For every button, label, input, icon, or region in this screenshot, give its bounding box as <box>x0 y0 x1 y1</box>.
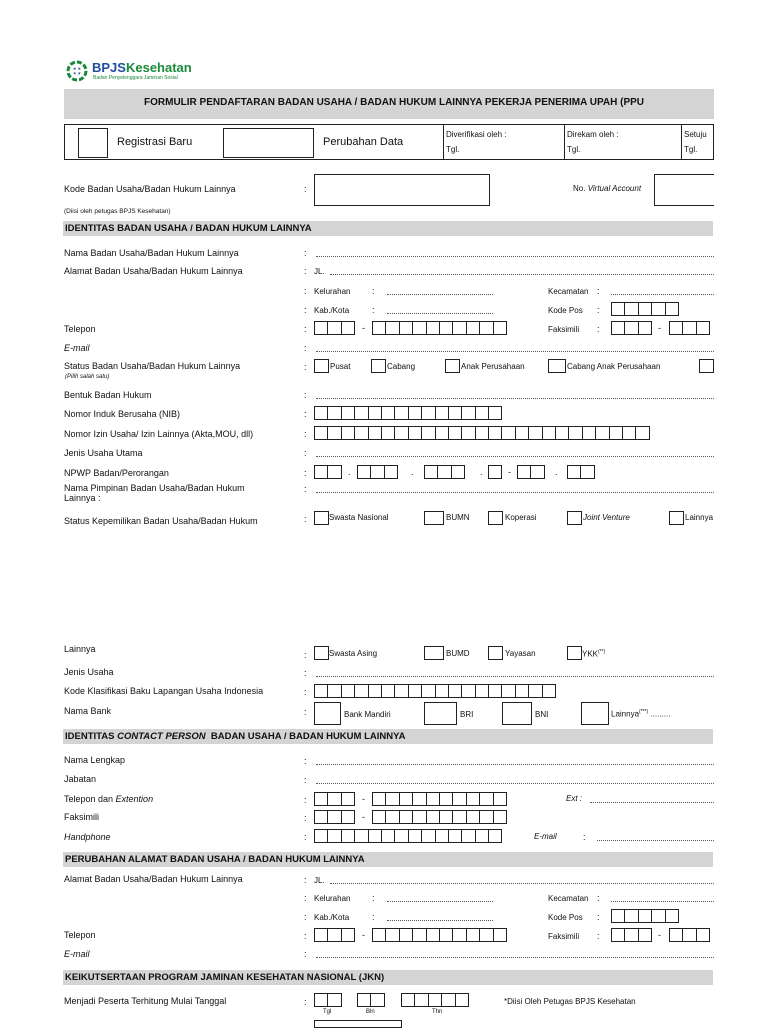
swasta-nasional-checkbox[interactable] <box>314 511 329 525</box>
colon: : <box>372 893 375 903</box>
nama-bu-input[interactable] <box>316 256 714 257</box>
kecamatan-input[interactable] <box>611 294 714 295</box>
bumn-checkbox[interactable] <box>424 511 444 525</box>
sec3-title: PERUBAHAN ALAMAT BADAN USAHA / BADAN HUKUM LAINNYA <box>63 852 713 867</box>
verif-divider-1 <box>443 124 444 160</box>
email-input[interactable] <box>316 351 714 352</box>
p-telepon-number-grid[interactable] <box>372 928 506 942</box>
joint-venture-label: Joint Venture <box>583 513 630 522</box>
colon: : <box>583 832 586 842</box>
jenis-usaha-label: Jenis Usaha <box>64 667 114 677</box>
colon: : <box>372 305 375 315</box>
verif-divider-2 <box>564 124 565 160</box>
perubahan-data-checkbox[interactable] <box>223 128 314 158</box>
diverifikasi-tgl: Tgl. <box>446 145 460 154</box>
nama-bu-label: Nama Badan Usaha/Badan Hukum Lainnya <box>64 248 239 258</box>
alamat-label: Alamat Badan Usaha/Badan Hukum Lainnya <box>64 266 243 276</box>
npwp-dot: . <box>411 467 414 477</box>
pimpinan-label: Nama Pimpinan Badan Usaha/Badan Hukum <box>64 483 245 493</box>
setuju-label: Setuju <box>684 130 707 139</box>
form-title: FORMULIR PENDAFTARAN BADAN USAHA / BADAN HUKUM LAINNYA PEKERJA PENERIMA UPAH (PPU <box>144 97 645 108</box>
cp-handphone-label: Handphone <box>64 832 111 842</box>
ykk-checkbox[interactable] <box>567 646 582 660</box>
cp-handphone-grid[interactable] <box>314 829 501 843</box>
colon: : <box>304 514 307 524</box>
colon: : <box>304 707 307 717</box>
swasta-asing-checkbox[interactable] <box>314 646 329 660</box>
cp-telepon-ext-text: Extention <box>115 794 154 804</box>
bank-label: Nama Bank <box>64 706 112 716</box>
dash: - <box>362 930 365 940</box>
direkam-label: Direkam oleh : <box>567 130 619 139</box>
jenis-utama-label: Jenis Usaha Utama <box>64 448 143 458</box>
colon: : <box>597 324 600 334</box>
p-kodepos-label: Kode Pos <box>548 913 583 922</box>
pimpinan-input[interactable] <box>316 492 714 493</box>
bank-lainnya-label <box>611 709 670 719</box>
p-faksimili-label: Faksimili <box>548 932 580 941</box>
telepon-label: Telepon <box>64 324 96 334</box>
colon: : <box>304 286 307 296</box>
telepon-number-grid[interactable] <box>372 321 506 335</box>
colon: : <box>304 668 307 678</box>
colon: : <box>597 931 600 941</box>
alamat-input[interactable] <box>330 274 714 275</box>
dash: - <box>362 323 365 333</box>
dash: - <box>362 794 365 804</box>
colon: : <box>597 912 600 922</box>
kelurahan-input[interactable] <box>387 294 493 295</box>
izin-grid[interactable] <box>314 426 649 440</box>
joint-venture-checkbox[interactable] <box>567 511 582 525</box>
cp-nama-label: Nama Lengkap <box>64 755 126 765</box>
logo-brand-a: BPJS <box>92 60 126 75</box>
pusat-checkbox[interactable] <box>314 359 329 373</box>
colon: : <box>304 893 307 903</box>
jenis-utama-input[interactable] <box>316 456 714 457</box>
jenis-usaha-input[interactable] <box>316 676 714 677</box>
bank-bni-label: BNI <box>535 710 549 719</box>
logo-brand-b: Kesehatan <box>125 60 192 75</box>
pimpinan-label-2: Lainnya : <box>64 493 101 503</box>
anak-perusahaan-label: Anak Perusahaan <box>461 362 525 371</box>
ykk-label <box>582 649 605 659</box>
cp-jabatan-label: Jabatan <box>64 774 97 784</box>
pusat-label: Pusat <box>330 362 351 371</box>
cabang-anak-label: Cabang Anak Perusahaan <box>567 362 661 371</box>
verif-divider-3 <box>681 124 682 160</box>
cabang-anak-checkbox[interactable] <box>548 359 566 373</box>
va-input[interactable] <box>654 174 714 206</box>
faks-area-grid[interactable] <box>611 321 651 335</box>
p-kelurahan-input[interactable] <box>387 901 493 902</box>
kode-note: (Diisi oleh petugas BPJS Kesehatan) <box>64 208 171 215</box>
npwp-dash: - <box>508 467 511 477</box>
p-email-input[interactable] <box>316 957 714 958</box>
npwp-grid-4[interactable] <box>488 465 501 479</box>
sec2-title-b: CONTACT PERSON <box>117 731 206 742</box>
dash: - <box>658 323 661 333</box>
kode-label: Kode Badan Usaha/Badan Hukum Lainnya <box>64 184 236 194</box>
npwp-grid-2[interactable] <box>357 465 397 479</box>
bank-bri-label: BRI <box>460 710 474 719</box>
colon: : <box>304 931 307 941</box>
va-text: Virtual Account <box>587 184 642 193</box>
bumd-label: BUMD <box>446 649 470 658</box>
colon: : <box>304 343 307 353</box>
tgl-caption: Tgl <box>323 1009 332 1015</box>
direkam-tgl: Tgl. <box>567 145 581 154</box>
ykk-text: YKK <box>582 649 599 659</box>
colon: : <box>304 305 307 315</box>
cp-telepon-number-grid[interactable] <box>372 792 506 806</box>
colon: : <box>304 362 307 372</box>
colon: : <box>304 248 307 258</box>
bank-mandiri-label: Bank Mandiri <box>344 710 391 719</box>
kepemilikan-label: Status Kepemilikan Badan Usaha/Badan Hukum <box>64 516 258 526</box>
bank-lainnya-sup: (***) <box>639 709 649 715</box>
colon: : <box>304 650 307 660</box>
telepon-area-grid[interactable] <box>314 321 354 335</box>
cabang-checkbox[interactable] <box>371 359 386 373</box>
kblui-label: Kode Klasifikasi Baku Lapangan Usaha Indonesia <box>64 686 264 696</box>
colon: : <box>304 997 307 1007</box>
ykk-sup: (**) <box>598 649 606 655</box>
npwp-grid-6[interactable] <box>567 465 594 479</box>
va-no: No. <box>573 184 586 193</box>
colon: : <box>304 756 307 766</box>
lainnya-own-label: Lainnya <box>685 513 714 522</box>
p-kelurahan-label: Kelurahan <box>314 894 351 903</box>
cabang-label: Cabang <box>387 362 416 371</box>
cp-faks-number-grid[interactable] <box>372 810 506 824</box>
thn-caption: Thn <box>432 1009 443 1015</box>
petugas-note: *Diisi Oleh Petugas BPJS Kesehatan <box>504 997 636 1006</box>
bank-bri-checkbox[interactable] <box>424 702 457 725</box>
kode-input[interactable] <box>314 174 490 206</box>
npwp-dot: . <box>348 467 351 477</box>
email-label: E-mail <box>64 343 90 353</box>
jl-label: JL. <box>314 267 325 276</box>
cp-faks-label: Faksimili <box>64 812 99 822</box>
faksimili-label: Faksimili <box>548 325 580 334</box>
koperasi-label: Koperasi <box>505 513 537 522</box>
bln-grid[interactable] <box>357 993 384 1007</box>
kodepos-label: Kode Pos <box>548 306 583 315</box>
colon: : <box>304 390 307 400</box>
bumd-checkbox[interactable] <box>424 646 444 660</box>
colon: : <box>597 286 600 296</box>
kelurahan-label: Kelurahan <box>314 287 351 296</box>
logo-tagline: Badan Penyelenggara Jaminan Sosial <box>93 75 178 81</box>
status-note: (Pilih salah satu) <box>65 374 110 380</box>
registrasi-baru-label: Registrasi Baru <box>117 136 193 148</box>
colon: : <box>304 949 307 959</box>
kblui-grid[interactable] <box>314 684 555 698</box>
colon: : <box>304 468 307 478</box>
npwp-grid-5[interactable] <box>517 465 544 479</box>
sec1-title: IDENTITAS BADAN USAHA / BADAN HUKUM LAINNYA <box>63 221 713 236</box>
registrasi-baru-checkbox[interactable] <box>78 128 108 158</box>
p-alamat-label: Alamat Badan Usaha/Badan Hukum Lainnya <box>64 874 243 884</box>
tgl-grid[interactable] <box>314 993 341 1007</box>
swasta-asing-label: Swasta Asing <box>329 649 378 658</box>
cp-nama-input[interactable] <box>316 764 714 765</box>
colon: : <box>304 912 307 922</box>
kabkota-input[interactable] <box>387 313 493 314</box>
colon: : <box>372 912 375 922</box>
cp-email-input[interactable] <box>597 840 714 841</box>
bottom-cut-box <box>314 1020 402 1028</box>
colon: : <box>304 687 307 697</box>
cp-jabatan-input[interactable] <box>316 783 714 784</box>
colon: : <box>304 875 307 885</box>
nib-grid[interactable] <box>314 406 501 420</box>
sec2-title <box>63 729 713 744</box>
npwp-label: NPWP Badan/Perorangan <box>64 468 169 478</box>
kecamatan-label: Kecamatan <box>548 287 589 296</box>
npwp-grid-1[interactable] <box>314 465 341 479</box>
bln-caption: Bln <box>366 1009 375 1015</box>
cp-ext-input[interactable] <box>590 802 714 803</box>
p-jl-label: JL. <box>314 876 325 885</box>
p-faks-number-grid[interactable] <box>669 928 709 942</box>
p-kabkota-label: Kab./Kota <box>314 913 350 922</box>
dash: - <box>362 812 365 822</box>
bank-mandiri-checkbox[interactable] <box>314 702 341 725</box>
kodepos-grid[interactable] <box>611 302 678 316</box>
p-kabkota-input[interactable] <box>387 920 493 921</box>
perubahan-data-label: Perubahan Data <box>323 136 404 148</box>
kabkota-label: Kab./Kota <box>314 306 350 315</box>
mulai-label: Menjadi Peserta Terhitung Mulai Tanggal <box>64 996 227 1006</box>
yayasan-checkbox[interactable] <box>488 646 503 660</box>
anak-perusahaan-checkbox[interactable] <box>445 359 460 373</box>
swasta-nasional-label: Swasta Nasional <box>329 513 389 522</box>
status-label: Status Badan Usaha/Badan Hukum Lainnya <box>64 361 241 371</box>
colon: : <box>304 832 307 842</box>
koperasi-checkbox[interactable] <box>488 511 503 525</box>
npwp-grid-3[interactable] <box>424 465 464 479</box>
sec2-title-c: BADAN USAHA / BADAN HUKUM LAINNYA <box>205 731 406 742</box>
bank-lainnya-dots: ......... <box>650 709 671 719</box>
faks-number-grid[interactable] <box>669 321 709 335</box>
colon: : <box>372 286 375 296</box>
bentuk-input[interactable] <box>316 398 714 399</box>
cp-email-label: E-mail <box>534 832 557 841</box>
setuju-tgl: Tgl. <box>684 145 698 154</box>
diverifikasi-label: Diverifikasi oleh : <box>446 130 507 139</box>
lainnya-label: Lainnya <box>64 644 96 654</box>
dash: - <box>658 930 661 940</box>
sec4-title: KEIKUTSERTAAN PROGRAM JAMINAN KESEHATAN NASIONAL (JKN) <box>63 970 713 985</box>
colon: : <box>304 429 307 439</box>
thn-grid[interactable] <box>401 993 468 1007</box>
izin-label: Nomor Izin Usaha/ Izin Lainnya (Akta,MOU, dll) <box>64 429 254 439</box>
bank-bni-checkbox[interactable] <box>502 702 532 725</box>
bumn-label: BUMN <box>446 513 470 522</box>
yayasan-label: Yayasan <box>505 649 536 658</box>
cp-telepon-area-grid[interactable] <box>314 792 354 806</box>
colon: : <box>304 324 307 334</box>
va-label <box>573 184 641 193</box>
p-faks-area-grid[interactable] <box>611 928 651 942</box>
colon: : <box>597 893 600 903</box>
bank-lainnya-checkbox[interactable] <box>581 702 609 725</box>
p-telepon-area-grid[interactable] <box>314 928 354 942</box>
p-kecamatan-input[interactable] <box>611 901 714 902</box>
status-extra-checkbox[interactable] <box>699 359 714 373</box>
bentuk-label: Bentuk Badan Hukum <box>64 390 152 400</box>
colon: : <box>304 795 307 805</box>
bank-lainnya-text: Lainnya <box>611 709 640 719</box>
p-email-label: E-mail <box>64 949 90 959</box>
nib-label: Nomor Induk Berusaha (NIB) <box>64 409 181 419</box>
p-telepon-label: Telepon <box>64 930 96 940</box>
cp-ext-label: Ext : <box>566 794 583 803</box>
cp-telepon-label <box>64 794 153 804</box>
npwp-dot: . <box>480 467 483 477</box>
colon: : <box>597 305 600 315</box>
colon: : <box>304 409 307 419</box>
p-alamat-input[interactable] <box>330 883 714 884</box>
colon: : <box>304 484 307 494</box>
p-kecamatan-label: Kecamatan <box>548 894 589 903</box>
bpjs-emblem-icon <box>66 60 88 82</box>
colon: : <box>304 813 307 823</box>
lainnya-own-checkbox[interactable] <box>669 511 684 525</box>
p-kodepos-grid[interactable] <box>611 909 678 923</box>
cp-faks-area-grid[interactable] <box>314 810 354 824</box>
npwp-dot: . <box>555 467 558 477</box>
sec2-title-a: IDENTITAS <box>65 731 118 742</box>
colon: : <box>304 184 307 194</box>
colon: : <box>304 266 307 276</box>
colon: : <box>304 448 307 458</box>
colon: : <box>304 775 307 785</box>
cp-telepon-text: Telepon dan <box>64 794 116 804</box>
